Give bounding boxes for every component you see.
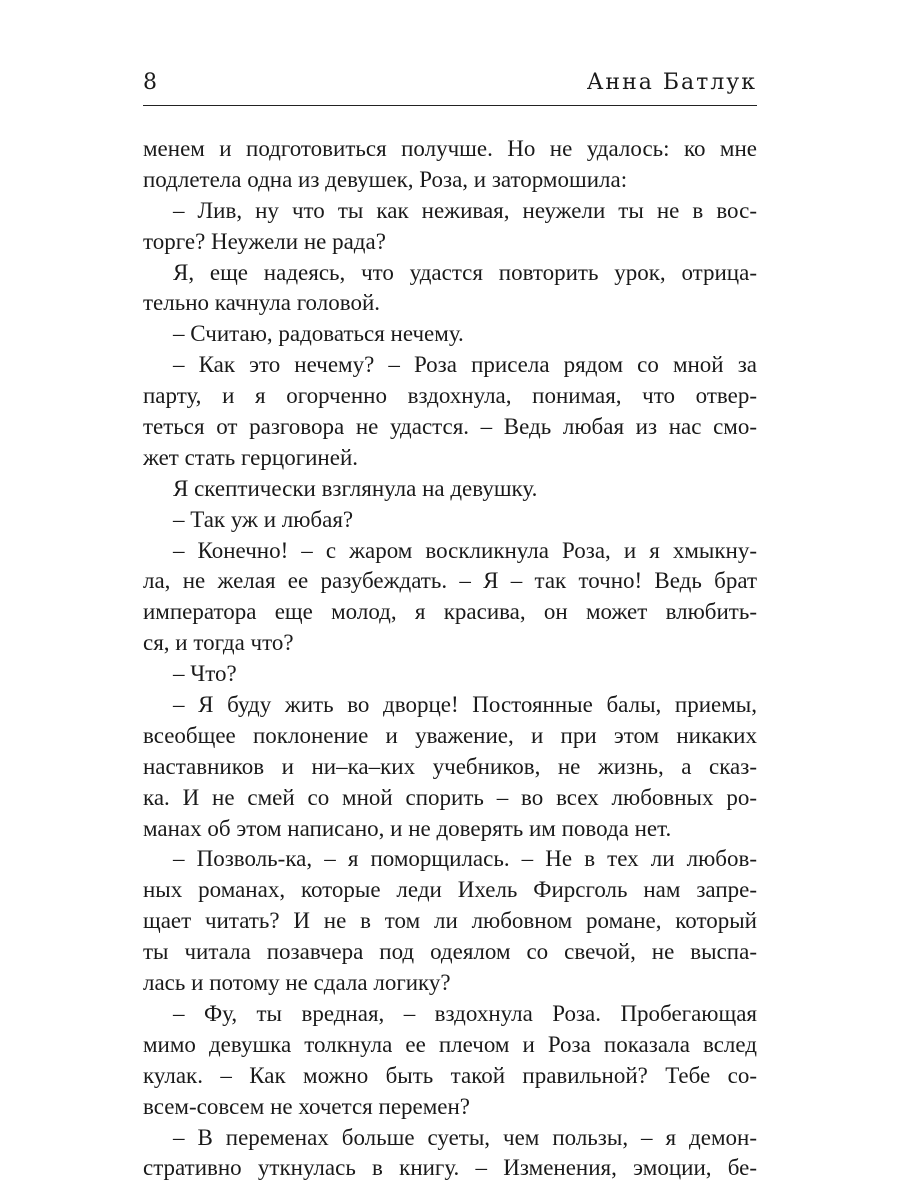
page-number: 8 <box>143 70 158 95</box>
text-line: – Считаю, радоваться нечему. <box>173 321 464 347</box>
text-line: – Лив, ну что ты как неживая, неужели ты не в вос- <box>173 197 757 223</box>
text-line: лась и потому не сдала логику? <box>143 970 451 996</box>
text-line: – Конечно! – с жаром воскликнула Роза, и я хмыкну- <box>173 537 757 563</box>
text-line: подлетела одна из девушек, Роза, и затормошила: <box>143 166 628 192</box>
text-line: – Я буду жить во дворце! Постоянные балы, приемы, <box>173 692 757 718</box>
body-text <box>143 134 757 1184</box>
text-line: ла, не желая ее разубеждать. – Я – так точно! Ведь брат <box>143 568 757 594</box>
text-line: щает читать? И не в том ли любовном романе, который <box>143 908 757 934</box>
text-line: ты читала позавчера под одеялом со свечой, не выспа- <box>143 939 757 965</box>
text-line: ных романах, которые леди Ихель Фирсголь нам запре- <box>143 877 757 903</box>
text-line: парту, и я огорченно вздохнула, понимая, что отвер- <box>143 383 757 409</box>
text-line: наставников и ни–ка–ких учебников, не жизнь, а сказ- <box>143 753 757 779</box>
text-line: ся, и тогда что? <box>143 630 294 656</box>
text-line: императора еще молод, я красива, он может влюбить- <box>143 599 757 625</box>
text-line: мимо девушка толкнула ее плечом и Роза показала вслед <box>143 1031 757 1057</box>
text-line: жет стать герцогиней. <box>143 444 359 470</box>
text-line: манах об этом написано, и не доверять им повода нет. <box>143 815 672 841</box>
header-rule <box>143 105 757 106</box>
text-line: – Так уж и любая? <box>173 506 354 532</box>
text-line: кулак. – Как можно быть такой правильной? Тебе со- <box>143 1062 757 1088</box>
text-line: торге? Неужели не рада? <box>143 228 386 254</box>
text-line: Я скептически взглянула на девушку. <box>173 475 538 501</box>
text-line: тельно качнула головой. <box>143 290 380 316</box>
text-line: – Что? <box>173 661 237 687</box>
text-line: теться от разговора не удастся. – Ведь любая из нас смо- <box>143 414 757 440</box>
page-header <box>143 70 757 100</box>
text-line: стративно уткнулась в книгу. – Изменения, эмоции, бе- <box>143 1155 757 1181</box>
running-head-author: Анна Батлук <box>586 70 757 95</box>
text-line: – Фу, ты вредная, – вздохнула Роза. Пробегающая <box>173 1000 757 1026</box>
text-line: – Как это нечему? – Роза присела рядом со мной за <box>173 352 757 378</box>
text-line: – В переменах больше суеты, чем пользы, – я демон- <box>173 1124 757 1150</box>
text-line: всеобщее поклонение и уважение, и при этом никаких <box>143 722 757 748</box>
text-line: менем и подготовиться получше. Но не удалось: ко мне <box>143 136 757 161</box>
text-line: Я, еще надеясь, что удастся повторить урок, отрица- <box>173 259 757 285</box>
text-line: всем-совсем не хочется перемен? <box>143 1093 471 1119</box>
text-line: ка. И не смей со мной спорить – во всех любовных ро- <box>143 784 757 810</box>
text-line: – Позволь-ка, – я поморщилась. – Не в тех ли любов- <box>173 846 757 872</box>
